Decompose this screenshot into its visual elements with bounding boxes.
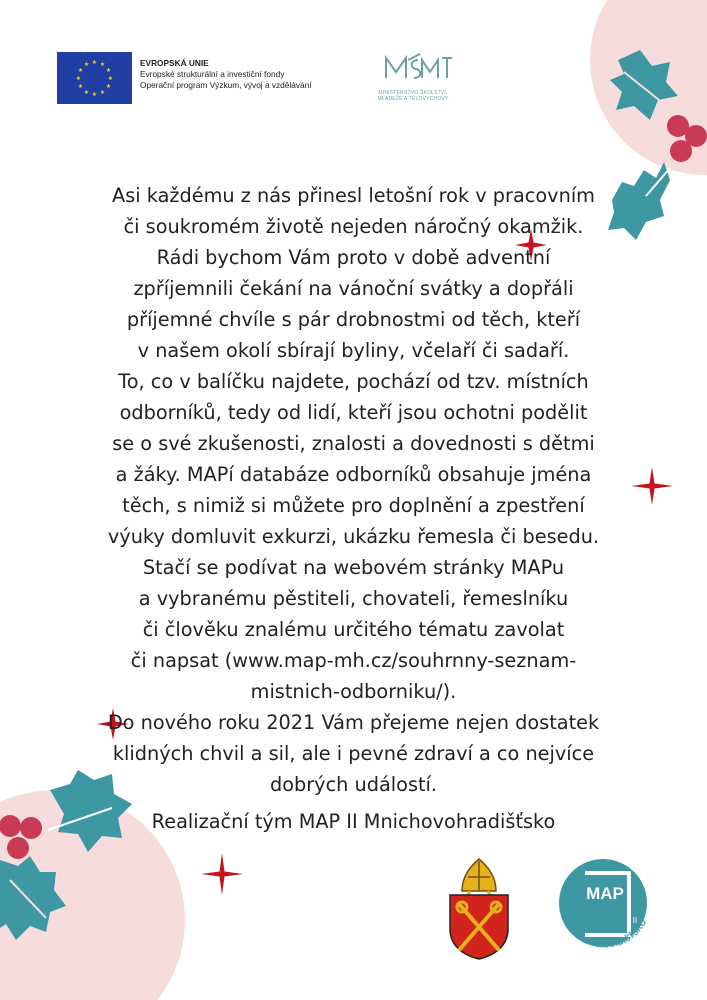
coat-of-arms-icon [440, 857, 518, 961]
eu-program-label: Operační program Výzkum, vývoj a vzdělávání [140, 80, 312, 90]
body-line: zpříjemnili čekání na vánoční svátky a dopřáli [133, 277, 574, 300]
body-line: dobrých událostí. [269, 773, 438, 796]
signature: Realizační tým MAP II Mnichovohradišťsko [151, 810, 556, 833]
map-logo-roman: II [632, 916, 638, 925]
body-line: mistnich-odborniku/). [250, 680, 457, 703]
svg-text:★: ★ [77, 83, 84, 90]
eu-flag-icon [57, 52, 132, 104]
body-line: a žáky. MAPí databáze odborníků obsahuje jména [115, 463, 592, 486]
map-logo-letters: MAP [586, 884, 624, 903]
svg-text:★: ★ [91, 59, 98, 66]
body-line: se o své zkušenosti, znalosti a dovednosti s dětmi [112, 432, 595, 455]
svg-text:★: ★ [77, 67, 84, 74]
body-line: výuky domluvit exkurzi, ukázku řemesla či besedu. [107, 525, 600, 548]
body-line: Asi každému z nás přinesl letošní rok v pracovním [112, 184, 595, 207]
map-logo-badge-icon [553, 853, 660, 963]
svg-text:★: ★ [107, 75, 114, 82]
body-line: v našem okolí sbírají byliny, včelaří či sadaří. [137, 339, 570, 362]
svg-text:★: ★ [105, 67, 112, 74]
msmt-caption-line2: MLÁDEŽE A TĚLOVÝCHOVY [377, 96, 449, 102]
svg-text:★: ★ [75, 75, 82, 82]
body-line: či napsat (www.map-mh.cz/souhrnny-seznam- [130, 649, 577, 672]
svg-text:★: ★ [83, 88, 90, 96]
body-line: těch, s nimiž si můžete pro doplnění a zpestření [122, 494, 585, 517]
eu-union-label: EVROPSKÁ UNIE [140, 58, 209, 68]
star-sparkle-icon [200, 852, 244, 896]
body-line: Rádi bychom Vám proto v době adventní [156, 246, 551, 269]
funding-header [32, 30, 486, 130]
map-logo-caption-text: MNICHOVOHRADIŠŤSKO [561, 917, 649, 950]
svg-text:★: ★ [91, 91, 98, 98]
star-sparkle-icon [630, 466, 674, 506]
svg-text:★: ★ [83, 61, 90, 69]
svg-text:★: ★ [105, 83, 112, 90]
body-line: klidných chvil a sil, ale i pevné zdraví a co nejvíce [112, 742, 595, 765]
body-line: příjemné chvíle s pár drobnostmi od těch, kteří [126, 308, 581, 331]
body-line: To, co v balíčku najdete, pochází od tzv. místních [118, 370, 589, 393]
eu-funds-label: Evropské strukturální a investiční fondy [140, 69, 285, 79]
map-logo [553, 853, 660, 963]
body-line: a vybranému pěstiteli, chovateli, řemeslníku [138, 587, 569, 610]
body-line: Do nového roku 2021 Vám přejeme nejen dostatek [107, 711, 600, 734]
body-line: Stačí se podívat na webovém stránky MAPu [142, 556, 565, 579]
svg-text:★: ★ [99, 61, 106, 69]
body-line: či člověku znalému určitého tématu zavolat [142, 618, 565, 641]
msmt-caption [358, 90, 468, 102]
body-line: či soukromém životě nejeden náročný okamžik. [123, 215, 584, 238]
body-line: odborníků, tedy od lidí, kteří jsou ochotni podělit [119, 401, 588, 424]
eu-funding-text [140, 58, 350, 91]
svg-text:★: ★ [99, 88, 106, 96]
letter-body [90, 180, 617, 800]
msmt-caption-line1: MINISTERSTVO ŠKOLSTVÍ, [378, 90, 448, 96]
